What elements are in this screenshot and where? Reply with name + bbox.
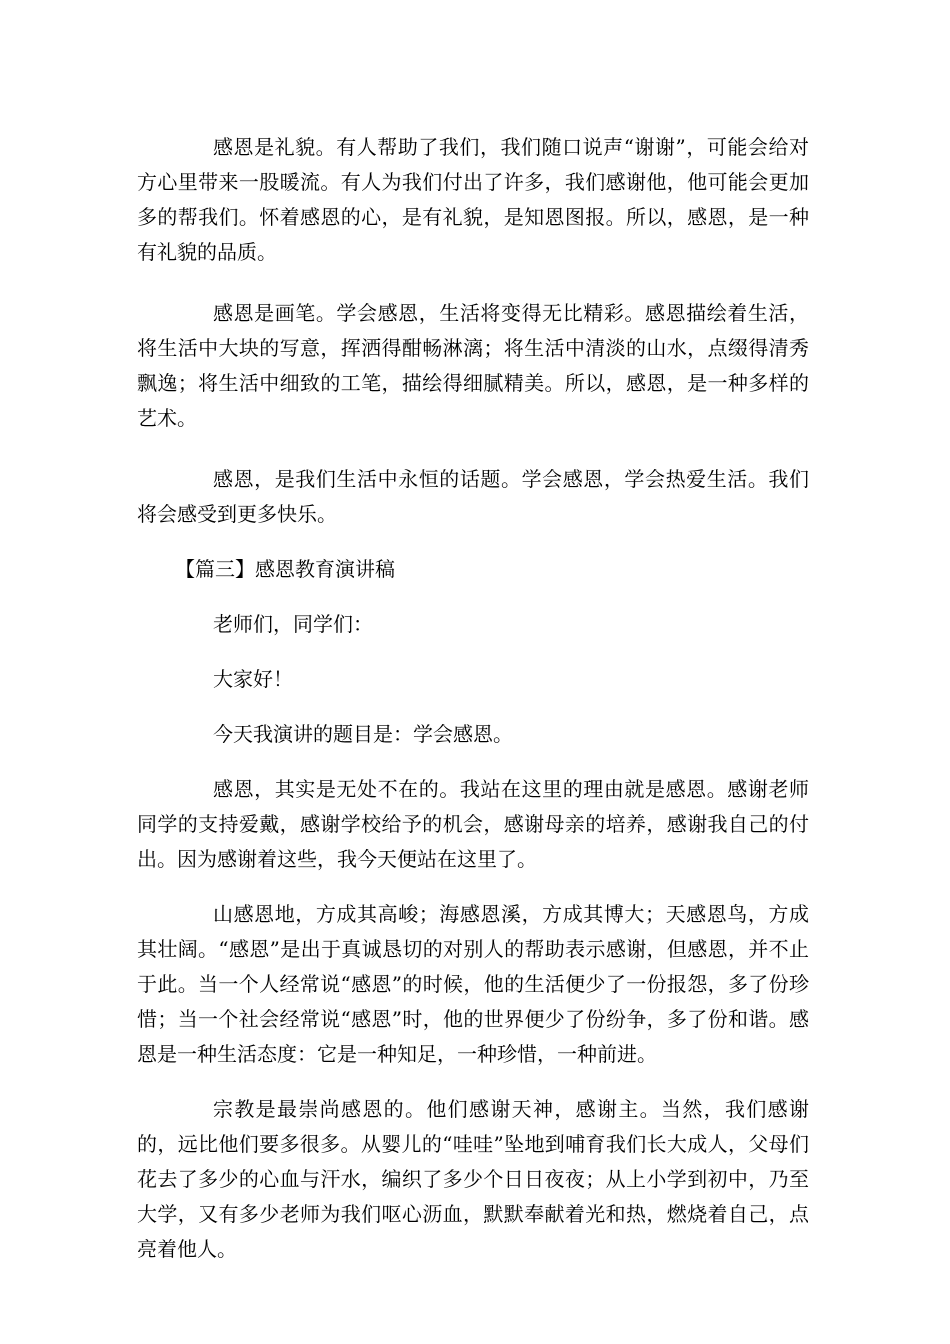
speech-paragraph-nature: 山感恩地，方成其高峻；海感恩溪，方成其博大；天感恩鸟，方成其壮阔。“感恩”是出于真诚恳切的对别人的帮助表示感谢，但感恩，并不止于此。当一个人经常说“感恩”的时候，他的生活便少了一份报怨，多了份珍惜；当一个社会经常说“感恩”时，他的世界便少了份纷争，多了份和谐。感恩是一种生活态度：它是一种知足，一种珍惜，一种前进。 <box>137 902 809 1066</box>
speech-hello: 大家好！ <box>213 667 293 691</box>
speech-topic: 今天我演讲的题目是：学会感恩。 <box>213 722 513 746</box>
document-page <box>137 130 809 1267</box>
paragraph-brush: 感恩是画笔。学会感恩，生活将变得无比精彩。感恩描绘着生活，将生活中大块的写意，挥洒得酣畅淋漓；将生活中清淡的山水，点缀得清秀飘逸；将生活中细致的工笔，描绘得细腻精美。所以，感恩，是一种多样的艺术。 <box>137 301 809 430</box>
speech-paragraph-religion: 宗教是最崇尚感恩的。他们感谢天神，感谢主。当然，我们感谢的，远比他们要多很多。从婴儿的“哇哇”坠地到哺育我们长大成人，父母们花去了多少的心血与汗水，编织了多少个日日夜夜；从上小学到初中，乃至大学，又有多少老师为我们呕心沥血，默默奉献着光和热，燃烧着自己，点亮着他人。 <box>137 1097 809 1261</box>
paragraph-politeness: 感恩是礼貌。有人帮助了我们，我们随口说声“谢谢”，可能会给对方心里带来一股暖流。有人为我们付出了许多，我们感谢他，他可能会更加多的帮我们。怀着感恩的心，是有礼貌，是知恩图报。所以，感恩，是一种有礼貌的品质。 <box>137 135 809 264</box>
paragraph-eternal-topic: 感恩，是我们生活中永恒的话题。学会感恩，学会热爱生活。我们将会感受到更多快乐。 <box>137 467 809 526</box>
speech-paragraph-everywhere: 感恩，其实是无处不在的。我站在这里的理由就是感恩。感谢老师同学的支持爱戴，感谢学校给予的机会，感谢母亲的培养，感谢我自己的付出。因为感谢着这些，我今天便站在这里了。 <box>137 777 809 871</box>
speech-greeting: 老师们，同学们： <box>213 612 373 636</box>
section-heading: 【篇三】感恩教育演讲稿 <box>175 557 395 581</box>
